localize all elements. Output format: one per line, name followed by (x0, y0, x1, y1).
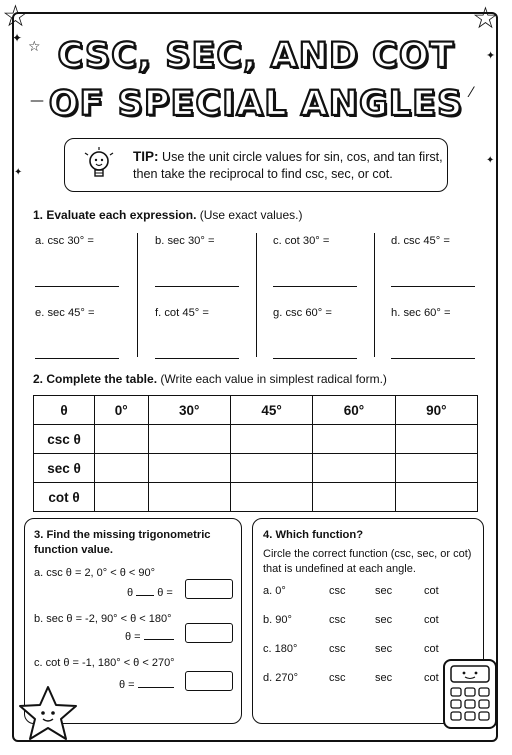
exercise-label: h. sec 60° = (391, 307, 451, 319)
answer-blank[interactable] (136, 585, 154, 596)
tip-body: Use the unit circle values for sin, cos, and tan first, then take the reciprocal to find csc, sec, or cot. (133, 150, 443, 181)
row-label: csc θ (34, 425, 95, 454)
table-cell[interactable] (148, 483, 230, 512)
answer-line[interactable] (35, 358, 119, 359)
option-cot[interactable]: cot (424, 643, 439, 655)
values-table (33, 395, 478, 512)
sparkle-icon: ✦ (486, 49, 496, 62)
section3-heading-line1: 3. Find the missing trigonometric (34, 529, 211, 541)
section4-heading: 4. Which function? (263, 529, 364, 541)
exercise-f (155, 307, 265, 367)
option-csc[interactable]: csc (329, 614, 346, 626)
lightbulb-icon (79, 145, 119, 185)
sparkle-icon: ✦ (14, 167, 23, 178)
title-line-2: OF SPECIAL ANGLES (48, 84, 464, 124)
exercise-label: c. cot 30° = (273, 235, 330, 247)
option-csc[interactable]: csc (329, 643, 346, 655)
theta-equals: θ = (125, 631, 141, 643)
table-cell[interactable] (148, 454, 230, 483)
exercise-c (273, 235, 383, 295)
table-cell[interactable] (395, 454, 477, 483)
exercise-label: e. sec 45° = (35, 307, 95, 319)
option-csc[interactable]: csc (329, 672, 346, 684)
section1-heading-row (33, 208, 302, 222)
table-cell[interactable] (95, 425, 149, 454)
answer-line[interactable] (391, 358, 475, 359)
answer-box[interactable] (185, 623, 233, 643)
exercise-b (155, 235, 265, 295)
answer-line[interactable] (35, 286, 119, 287)
table-header-cell: θ (34, 396, 95, 425)
tip-label: TIP: (133, 149, 159, 164)
answer-line[interactable] (155, 358, 239, 359)
option-cot[interactable]: cot (424, 614, 439, 626)
section2-heading-row (33, 372, 387, 386)
row-d-label: d. 270° (263, 672, 298, 684)
exercise-label: f. cot 45° = (155, 307, 209, 319)
table-row (34, 454, 478, 483)
table-cell[interactable] (95, 483, 149, 512)
sparkle-icon: ✦ (486, 155, 495, 166)
table-header-cell: 0° (95, 396, 149, 425)
section1-note: (Use exact values.) (199, 208, 303, 222)
row-label: sec θ (34, 454, 95, 483)
table-cell[interactable] (313, 454, 395, 483)
table-cell[interactable] (95, 454, 149, 483)
theta-equals: θ = (119, 679, 135, 691)
table-header-cell: 45° (230, 396, 312, 425)
calculator-icon (440, 658, 500, 730)
answer-box[interactable] (185, 579, 233, 599)
problem-a-expression (127, 585, 173, 599)
theta-symbol: θ (127, 587, 134, 599)
row-label: cot θ (34, 483, 95, 512)
star-icon: ☆ (472, 1, 499, 36)
table-header-cell: 90° (395, 396, 477, 425)
smiling-star-icon (16, 684, 80, 744)
exercise-label: a. csc 30° = (35, 235, 94, 247)
option-csc[interactable]: csc (329, 585, 346, 597)
exercise-label: g. csc 60° = (273, 307, 332, 319)
row-b-label: b. 90° (263, 614, 292, 626)
table-cell[interactable] (313, 483, 395, 512)
dash-mark-icon: — (30, 93, 44, 109)
table-header-row (34, 396, 478, 425)
problem-b-expression (125, 629, 174, 643)
option-cot[interactable]: cot (424, 672, 439, 684)
sparkle-icon: ☆ (28, 39, 41, 55)
exercise-e (35, 307, 145, 367)
table-row (34, 425, 478, 454)
section2-note: (Write each value in simplest radical form.) (160, 372, 387, 386)
option-cot[interactable]: cot (424, 585, 439, 597)
table-cell[interactable] (230, 483, 312, 512)
section4-instructions (263, 547, 471, 577)
problem-b-condition: b. sec θ = -2, 90° < θ < 180° (34, 613, 172, 625)
table-cell[interactable] (395, 425, 477, 454)
instruction-line1: Circle the correct function (csc, sec, or cot) (263, 548, 472, 560)
table-cell[interactable] (230, 425, 312, 454)
answer-box[interactable] (185, 671, 233, 691)
instruction-line2: that is undefined at each angle. (263, 563, 416, 575)
exercise-g (273, 307, 383, 367)
exercise-label: d. csc 45° = (391, 235, 450, 247)
sparkle-icon: ✦ (12, 31, 23, 45)
option-sec[interactable]: sec (375, 614, 393, 626)
section3-heading (34, 528, 211, 558)
row-c-label: c. 180° (263, 643, 298, 655)
answer-line[interactable] (273, 358, 357, 359)
option-sec[interactable]: sec (375, 643, 393, 655)
answer-line[interactable] (391, 286, 475, 287)
divider (374, 233, 375, 357)
exercise-label: b. sec 30° = (155, 235, 215, 247)
star-icon: ☆ (2, 0, 29, 34)
problem-a-condition: a. csc θ = 2, 0° < θ < 90° (34, 567, 156, 579)
table-header-cell: 60° (313, 396, 395, 425)
answer-blank[interactable] (144, 629, 174, 640)
table-row (34, 483, 478, 512)
exercise-d (391, 235, 501, 295)
theta-equals: θ = (157, 587, 173, 599)
row-a-label: a. 0° (263, 585, 286, 597)
option-sec[interactable]: sec (375, 672, 393, 684)
answer-blank[interactable] (138, 677, 174, 688)
table-cell[interactable] (230, 454, 312, 483)
divider (137, 233, 138, 357)
table-cell[interactable] (395, 483, 477, 512)
answer-line[interactable] (155, 286, 239, 287)
tip-box (64, 138, 448, 192)
title-line-1: CSC, SEC, AND COT (57, 36, 455, 76)
divider (256, 233, 257, 357)
table-cell[interactable] (148, 425, 230, 454)
exercise-h (391, 307, 501, 367)
exercise-a (35, 235, 145, 295)
table-header-cell: 30° (148, 396, 230, 425)
answer-line[interactable] (273, 286, 357, 287)
section1-heading: 1. Evaluate each expression. (33, 208, 197, 222)
problem-c-condition: c. cot θ = -1, 180° < θ < 270° (34, 657, 175, 669)
dash-mark-icon: ⁄ (470, 85, 473, 101)
section3-heading-line2: function value. (34, 544, 113, 556)
problem-c-expression (119, 677, 174, 691)
section2-heading: 2. Complete the table. (33, 372, 158, 386)
tip-text (133, 148, 443, 183)
option-sec[interactable]: sec (375, 585, 393, 597)
table-cell[interactable] (313, 425, 395, 454)
